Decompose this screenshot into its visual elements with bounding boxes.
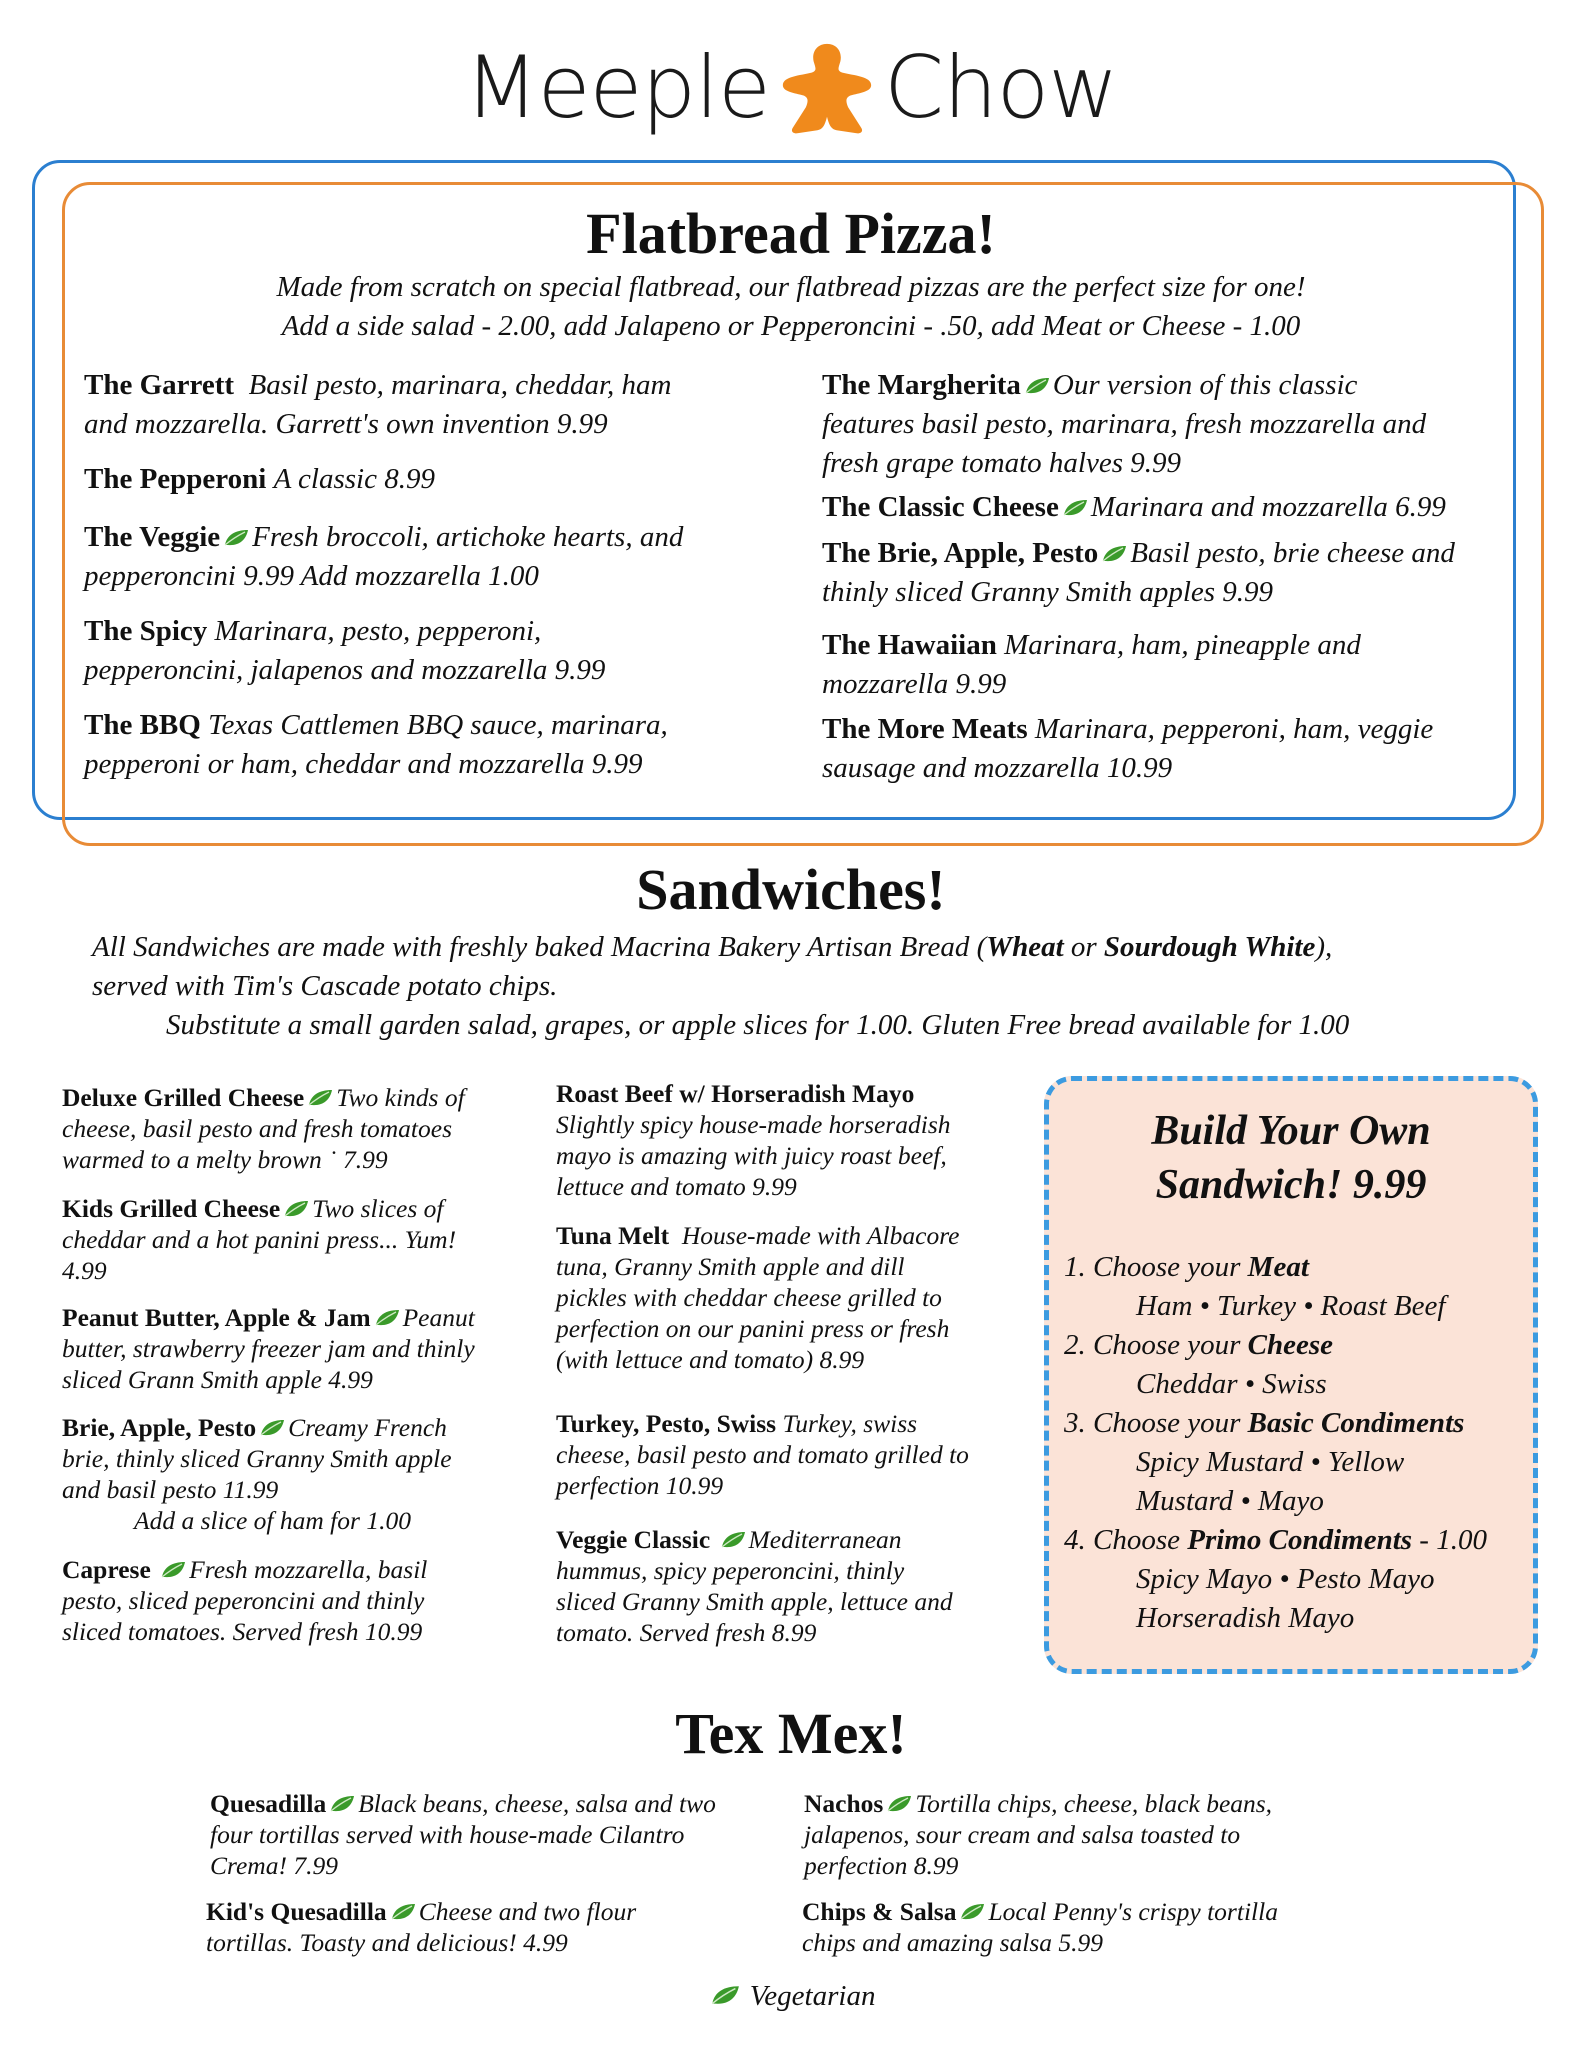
leaf-icon bbox=[710, 1985, 740, 2006]
menu-item-brie-apple-pesto-sandwich: Brie, Apple, Pesto Creamy French brie, thinly sliced Granny Smith apple and basil pesto 11.99 Add a slice of ham for 1.00 bbox=[62, 1413, 452, 1535]
byo-step-basic-condiments: 3. Choose your Basic Condiments bbox=[1064, 1407, 1465, 1439]
menu-item-deluxe-grilled-cheese: Deluxe Grilled Cheese Two kinds of cheese, basil pesto and fresh tomatoes warmed to a melty brown ˙ 7.99 bbox=[62, 1083, 465, 1174]
build-your-own-title: Build Your Own Sandwich! 9.99 bbox=[1151, 1108, 1431, 1208]
flatbread-title: Flatbread Pizza! bbox=[586, 201, 996, 266]
menu-item-more-meats: The More Meats Marinara, pepperoni, ham, veggie sausage and mozzarella 10.99 bbox=[822, 713, 1434, 784]
meeple-icon bbox=[779, 40, 875, 136]
menu-item-pepperoni: The Pepperoni A classic 8.99 bbox=[84, 463, 435, 495]
vegetarian-legend bbox=[0, 1980, 1582, 2013]
leaf-icon bbox=[1101, 545, 1127, 563]
byo-options-primo-2: Horseradish Mayo bbox=[1136, 1602, 1355, 1634]
menu-item-caprese: Caprese Fresh mozzarella, basil pesto, sliced peperoncini and thinly sliced tomatoes. Served fresh 10.99 bbox=[62, 1555, 428, 1646]
byo-options-meat: Ham • Turkey • Roast Beef bbox=[1136, 1290, 1446, 1322]
leaf-icon bbox=[283, 1200, 309, 1218]
leaf-icon bbox=[1062, 499, 1088, 517]
flatbread-subtitle-1: Made from scratch on special flatbread, our flatbread pizzas are the perfect size for one! bbox=[276, 271, 1306, 303]
sandwiches-intro-2: served with Tim's Cascade potato chips. bbox=[92, 970, 558, 1002]
leaf-icon bbox=[223, 529, 249, 547]
legend-label: Vegetarian bbox=[749, 1980, 876, 2012]
leaf-icon bbox=[160, 1561, 186, 1579]
menu-item-kids-quesadilla: Kid's Quesadilla Cheese and two flour tortillas. Toasty and delicious! 4.99 bbox=[206, 1897, 637, 1957]
leaf-icon bbox=[307, 1089, 333, 1107]
menu-item-brie-apple-pesto-pizza: The Brie, Apple, Pesto Basil pesto, brie cheese and thinly sliced Granny Smith apples 9.99 bbox=[822, 537, 1455, 608]
byo-options-cheese: Cheddar • Swiss bbox=[1136, 1368, 1327, 1400]
byo-step-primo-condiments: 4. Choose Primo Condiments - 1.00 bbox=[1064, 1524, 1487, 1556]
menu-item-chips-salsa: Chips & Salsa Local Penny's crispy tortilla chips and amazing salsa 5.99 bbox=[802, 1897, 1278, 1957]
leaf-icon bbox=[390, 1903, 416, 1921]
menu-item-roast-beef: Roast Beef w/ Horseradish Mayo Slightly spicy house-made horseradish mayo is amazing with juicy roast beef, lettuce and tomato 9.99 bbox=[556, 1079, 951, 1201]
leaf-icon bbox=[329, 1795, 355, 1813]
menu-item-pb-apple-jam: Peanut Butter, Apple & Jam Peanut butter, strawberry freezer jam and thinly sliced Grann Smith apple 4.99 bbox=[62, 1303, 475, 1394]
byo-options-basic-1: Spicy Mustard • Yellow bbox=[1136, 1446, 1405, 1478]
leaf-icon bbox=[720, 1531, 746, 1549]
menu-item-bbq: The BBQ Texas Cattlemen BBQ sauce, marinara, pepperoni or ham, cheddar and mozzarella 9.99 bbox=[84, 709, 668, 780]
brand-logo bbox=[0, 38, 1582, 138]
brand-name-left: Meeple bbox=[464, 38, 770, 138]
menu-item-veggie-classic: Veggie Classic Mediterranean hummus, spicy peperoncini, thinly sliced Granny Smith apple, lettuce and tomato. Served fresh 8.99 bbox=[556, 1525, 953, 1647]
sandwiches-intro-1: All Sandwiches are made with freshly baked Macrina Bakery Artisan Bread (Wheat or Sourdough White), bbox=[92, 931, 1333, 963]
menu-item-veggie: The Veggie Fresh broccoli, artichoke hearts, and pepperoncini 9.99 Add mozzarella 1.00 bbox=[84, 521, 684, 592]
menu-item-turkey-pesto-swiss: Turkey, Pesto, Swiss Turkey, swiss cheese, basil pesto and tomato grilled to perfection 10.99 bbox=[556, 1409, 969, 1500]
menu-item-nachos: Nachos Tortilla chips, cheese, black beans, jalapenos, sour cream and salsa toasted to perfection 8.99 bbox=[804, 1789, 1273, 1880]
flatbread-subtitle-2: Add a side salad - 2.00, add Jalapeno or Pepperoncini - .50, add Meat or Cheese - 1.00 bbox=[281, 310, 1301, 342]
leaf-icon bbox=[886, 1795, 912, 1813]
leaf-icon bbox=[1024, 377, 1050, 395]
byo-step-meat: 1. Choose your Meat bbox=[1064, 1251, 1309, 1283]
brand-name-right: Chow bbox=[884, 38, 1118, 138]
menu-item-kids-grilled-cheese: Kids Grilled Cheese Two slices of cheddar and a hot panini press... Yum! 4.99 bbox=[62, 1194, 457, 1285]
menu-item-margherita: The Margherita Our version of this classic features basil pesto, marinara, fresh mozzarella and fresh grape tomato halves 9.99 bbox=[822, 369, 1427, 479]
sandwiches-intro-3: Substitute a small garden salad, grapes, or apple slices for 1.00. Gluten Free bread available for 1.00 bbox=[166, 1009, 1350, 1041]
menu-item-tuna-melt: Tuna Melt House-made with Albacore tuna, Granny Smith apple and dill pickles with cheddar cheese grilled to perfection on our panini press or fresh (with lettuce and tomato) 8.99 bbox=[556, 1221, 960, 1374]
menu-item-hawaiian: The Hawaiian Marinara, ham, pineapple and mozzarella 9.99 bbox=[822, 629, 1361, 700]
menu-item-quesadilla: Quesadilla Black beans, cheese, salsa and two four tortillas served with house-made Cilantro Crema! 7.99 bbox=[210, 1789, 716, 1880]
leaf-icon bbox=[259, 1419, 285, 1437]
menu-item-garrett: The Garrett Basil pesto, marinara, cheddar, ham and mozzarella. Garrett's own invention 9.99 bbox=[84, 369, 672, 440]
texmex-title: Tex Mex! bbox=[675, 1701, 907, 1766]
byo-step-cheese: 2. Choose your Cheese bbox=[1064, 1329, 1334, 1361]
menu-item-spicy: The Spicy Marinara, pesto, pepperoni, pepperoncini, jalapenos and mozzarella 9.99 bbox=[84, 615, 606, 686]
sandwiches-title: Sandwiches! bbox=[636, 857, 946, 922]
menu-item-classic-cheese: The Classic Cheese Marinara and mozzarella 6.99 bbox=[822, 491, 1446, 523]
byo-options-basic-2: Mustard • Mayo bbox=[1136, 1485, 1324, 1517]
leaf-icon bbox=[374, 1309, 400, 1327]
byo-options-primo-1: Spicy Mayo • Pesto Mayo bbox=[1136, 1563, 1435, 1595]
leaf-icon bbox=[959, 1903, 985, 1921]
